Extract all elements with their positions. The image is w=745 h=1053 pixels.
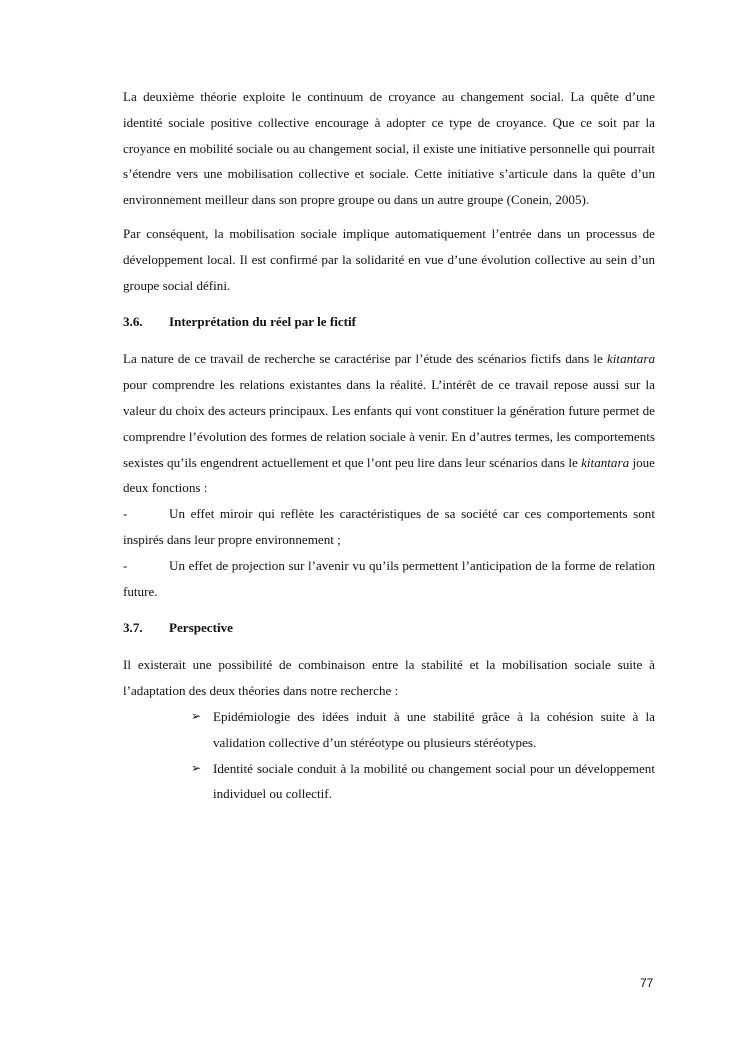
paragraph-text-middle: pour comprendre les relations existantes dans la réalité. L’intérêt de ce travail repose aussi sur la valeur du choix des acteurs principaux. Les enfants qui vont constituer la génération future permet de comprendre l’évolution des formes de relation sociale à venir. En d’autres termes, les comportements sexistes qu’ils engendrent actuellement et que l’ont peu lire dans leur scénarios dans le: [123, 377, 655, 470]
list-item: [123, 756, 655, 808]
document-page: [123, 84, 655, 807]
section-heading-3-6: [123, 309, 655, 335]
arrow-bullet-icon: ➢: [191, 708, 202, 723]
section-title: Perspective: [169, 620, 233, 636]
dash-marker: -: [123, 506, 128, 522]
section-heading-3-7: [123, 615, 655, 641]
paragraph-croyance-changement: La deuxième théorie exploite le continuum de croyance au changement social. La quête d’une identité sociale positive collective encourage à adopter ce type de croyance. Que ce soit par la croyance en mobilité sociale ou au changement social, il existe une initiative personnelle qui pourrait s’étendre vers une mobilisation collective et sociale. Cette initiative s’articule dans la quête d’un environnement meilleur dans son propre groupe ou dans un autre groupe (Conein, 2005).: [123, 89, 655, 208]
list-item-text: Un effet de projection sur l’avenir vu qu’ils permettent l’anticipation de la forme de relation future.: [123, 557, 655, 599]
paragraph-nature-travail: [123, 346, 655, 501]
list-item: [123, 553, 655, 605]
term-kitantara: kitantara: [581, 454, 630, 470]
paragraph-text-start: La nature de ce travail de recherche se caractérise par l’étude des scénarios fictifs dans le: [123, 351, 607, 367]
dash-marker: -: [123, 557, 128, 573]
list-item-text: Un effet miroir qui reflète les caractéristiques de sa société car ces comportements sont inspirés dans leur propre environnement ;: [123, 506, 655, 547]
list-item: [123, 704, 655, 756]
section-number: 3.6.: [123, 314, 143, 330]
bullet-list: [123, 704, 655, 807]
page-number: 77: [640, 976, 654, 990]
term-kitantara: kitantara: [606, 351, 655, 367]
paragraph-perspective-intro: Il existerait une possibilité de combinaison entre la stabilité et la mobilisation sociale suite à l’adaptation des deux théories dans notre recherche :: [123, 657, 655, 699]
list-item-text: Epidémiologie des idées induit à une stabilité grâce à la cohésion suite à la validation collective d’un stéréotype ou plusieurs stéréotypes.: [213, 708, 655, 750]
paragraph-mobilisation-sociale: Par conséquent, la mobilisation sociale implique automatiquement l’entrée dans un processus de développement local. Il est confirmé par la solidarité en vue d’une évolution collective au sein d’un groupe social défini.: [123, 225, 655, 293]
list-item: [123, 501, 655, 553]
list-item-text: Identité sociale conduit à la mobilité ou changement social pour un développement individuel ou collectif.: [213, 760, 655, 802]
arrow-bullet-icon: ➢: [191, 760, 202, 775]
section-number: 3.7.: [123, 620, 143, 636]
paragraph-text-end: joue deux fonctions :: [123, 454, 655, 496]
section-title: Interprétation du réel par le fictif: [169, 314, 357, 330]
